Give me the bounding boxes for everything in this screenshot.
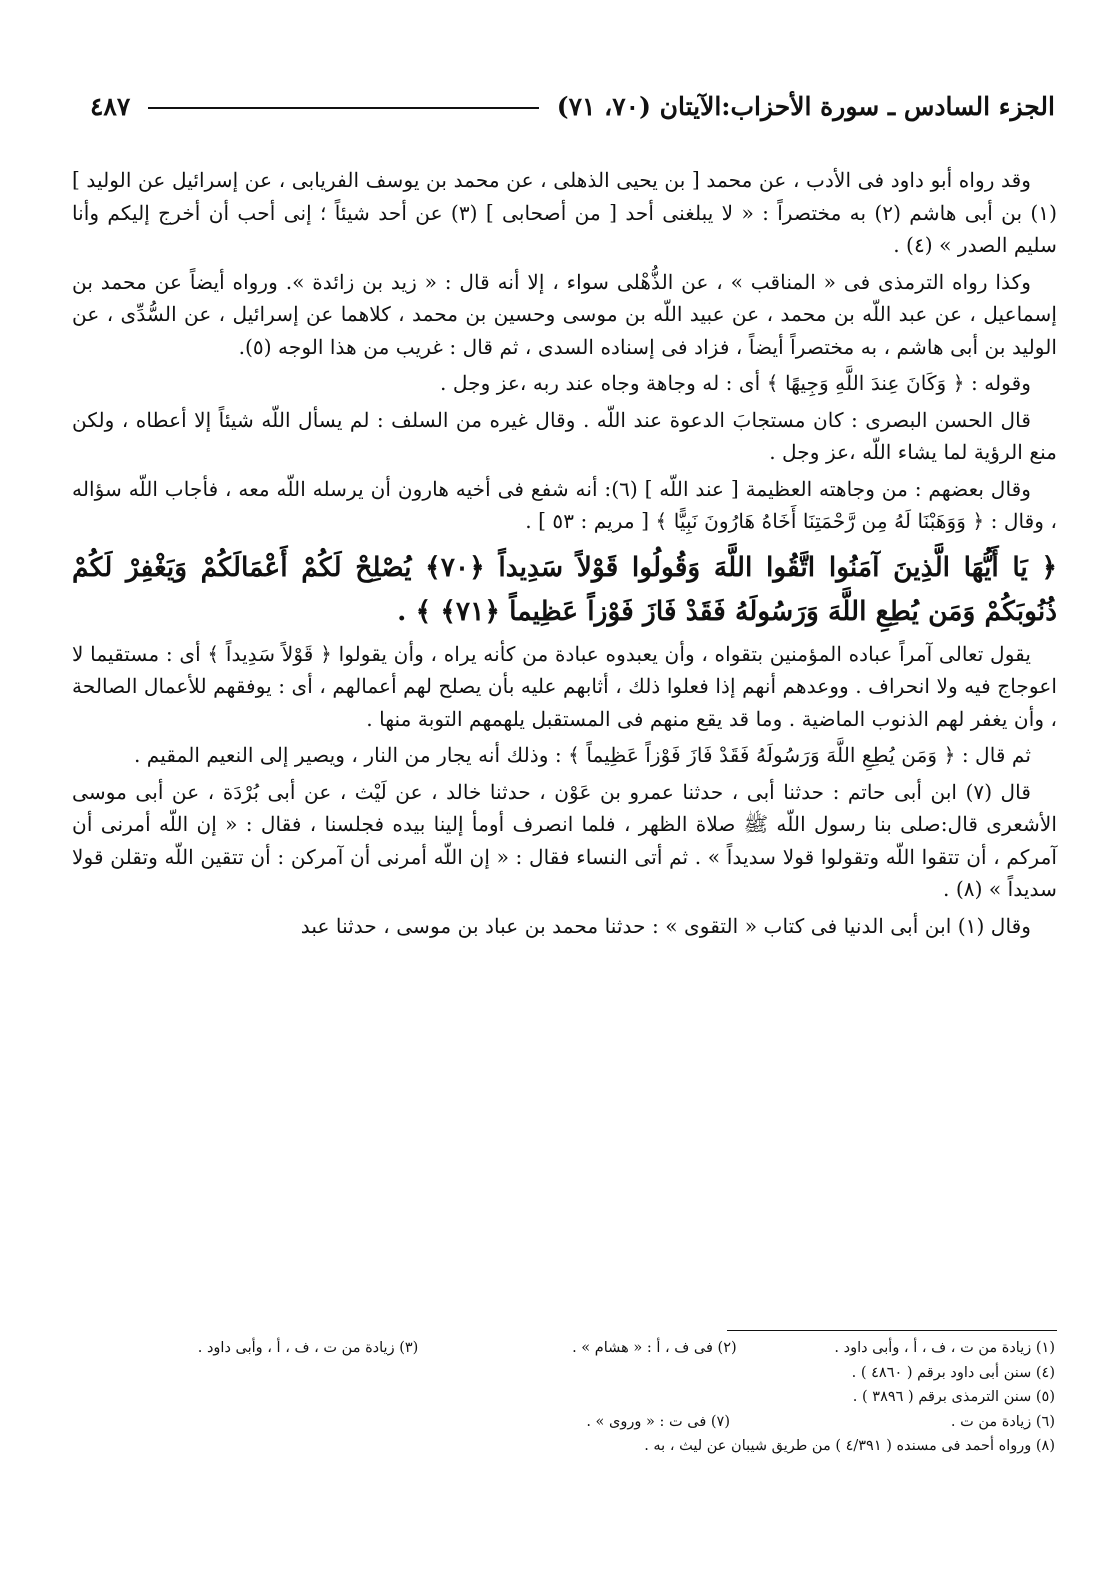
footnote-6: (٦) زيادة من ت . (950, 1413, 1055, 1430)
page-number: ٤٨٧ (90, 91, 131, 121)
footnote-row (100, 1336, 1055, 1361)
footnote-4: (٤) سنن أبى داود برقم ( ٤٨٦٠ ) . (851, 1364, 1055, 1381)
footnote-separator (727, 1330, 1057, 1331)
footnote-2: (٢) فى ف ، أ : « هشام » . (572, 1340, 737, 1356)
paragraph-5: وقال بعضهم : من وجاهته العظيمة [ عند اللّه ] (٦): أنه شفع فى أخيه هارون أن يرسله اللّه معه ، فأجاب اللّه سؤاله ، وقال : ﴿ وَوَهَبْنَا لَهُ مِن رَّحْمَتِنَا أَخَاهُ هَارُونَ نَبِيًّا ﴾ [ مريم : ٥٣ ] . (72, 476, 1057, 533)
paragraph-6: يقول تعالى آمراً عباده المؤمنين بتقواه ، وأن يعبدوه عبادة من كأنه يراه ، وأن يقولوا ﴿ قَوْلاً سَدِيداً ﴾ أى : مستقيما لا اعوجاج فيه ولا انحراف . ووعدهم أنهم إذا فعلوا ذلك ، أثابهم عليه بأن يصلح لهم أعمالهم ، أى : يوفقهم للأعمال الصالحة ، وأن يغفر لهم الذنوب الماضية . وما قد يقع منهم فى المستقبل يلهمهم التوبة منها . (72, 641, 1057, 731)
footnote-row (100, 1410, 1055, 1435)
footnote-5: (٥) سنن الترمذى برقم ( ٣٨٩٦ ) . (852, 1389, 1055, 1405)
paragraph-7: ثم قال : ﴿ وَمَن يُطِعِ اللَّهَ وَرَسُولَهُ فَقَدْ فَازَ فَوْزاً عَظِيماً ﴾ : وذلك أنه يجار من النار ، ويصير إلى النعيم المقيم . (133, 743, 1031, 767)
paragraph-9: وقال (١) ابن أبى الدنيا فى كتاب « التقوى » : حدثنا محمد بن عباد بن موسى ، حدثنا عبد (300, 913, 1031, 938)
footnote-7: (٧) فى ت : « وروى » . (586, 1413, 730, 1430)
main-text (72, 164, 1057, 946)
paragraph-1: وقد رواه أبو داود فى الأدب ، عن محمد [ بن يحيى الذهلى ، عن محمد بن يوسف الفريابى ، عن إسرائيل عن الوليد ] (١) بن أبى هاشم (٢) به مختصراً : « لا يبلغنى أحد [ من أصحابى ] (٣) عن أحد شيئاً ؛ إنى أحب أن أخرج إليكم وأنا سليم الصدر » (٤) . (72, 168, 1057, 257)
paragraph-8: قال (٧) ابن أبى حاتم : حدثنا أبى ، حدثنا عمرو بن عَوْن ، حدثنا خالد ، عن لَيْث ، عن أبى بُرْدَة ، عن أبى موسى الأشعرى قال:صلى بنا رسول اللّه ﷺ صلاة الظهر ، فلما انصرف أومأ إلينا بيده فجلسنا ، فقال : « إن اللّه أمرنى أن آمركم ، أن تتقوا اللّه وتقولوا قولا سديداً » . ثم أتى النساء فقال : « إن اللّه أمرنى أن آمركن : أن تتقين اللّه وتقلن قولا سديداً » (٨) . (72, 779, 1057, 901)
quran-verse-block: ﴿ يَا أَيُّهَا الَّذِينَ آمَنُوا اتَّقُوا اللَّهَ وَقُولُوا قَوْلاً سَدِيداً ﴿٧٠﴾ يُصْلِحْ لَكُمْ أَعْمَالَكُمْ وَيَغْفِرْ لَكُمْ ذُنُوبَكُمْ وَمَن يُطِعِ اللَّهَ وَرَسُولَهُ فَقَدْ فَازَ فَوْزاً عَظِيماً ﴿٧١﴾ ﴾ . (72, 551, 1058, 627)
header-title: الجزء السادس ـ سورة الأحزاب:الآيتان (٧٠، ٧١) (556, 91, 1055, 121)
paragraph-3: وقوله : ﴿ وَكَانَ عِندَ اللَّهِ وَجِيهًا ﴾ أى : له وجاهة وجاه عند ربه ،عز وجل . (439, 371, 1031, 395)
paragraph-2: وكذا رواه الترمذى فى « المناقب » ، عن الذُّهْلى سواء ، إلا أنه قال : « زيد بن زائدة ». ورواه أيضاً عن محمد بن إسماعيل ، عن عبد اللّه بن محمد ، عن عبيد اللّه بن موسى وحسين بن محمد ، كلاهما عن إسرائيل ، عن السُّدِّى ، عن الوليد بن أبى هاشم ، به مختصراً أيضاً ، فزاد فى إسناده السدى ، ثم قال : غريب من هذا الوجه (٥). (72, 269, 1057, 359)
footnote-3: (٣) زيادة من ت ، ف ، أ ، وأبى داود . (197, 1340, 419, 1356)
running-header (90, 86, 1055, 126)
footnote-1: (١) زيادة من ت ، ف ، أ ، وأبى داود . (834, 1340, 1055, 1356)
header-rule (148, 107, 538, 109)
paragraph-4: قال الحسن البصرى : كان مستجابَ الدعوة عند اللّه . وقال غيره من السلف : لم يسأل اللّه شيئاً إلا أعطاه ، ولكن منع الرؤية لما يشاء اللّه ،عز وجل . (72, 407, 1057, 464)
footnote-8: (٨) ورواه أحمد فى مسنده ( ٤/٣٩١ ) من طريق شيبان عن ليث ، به . (644, 1438, 1055, 1454)
footnotes (100, 1336, 1055, 1459)
